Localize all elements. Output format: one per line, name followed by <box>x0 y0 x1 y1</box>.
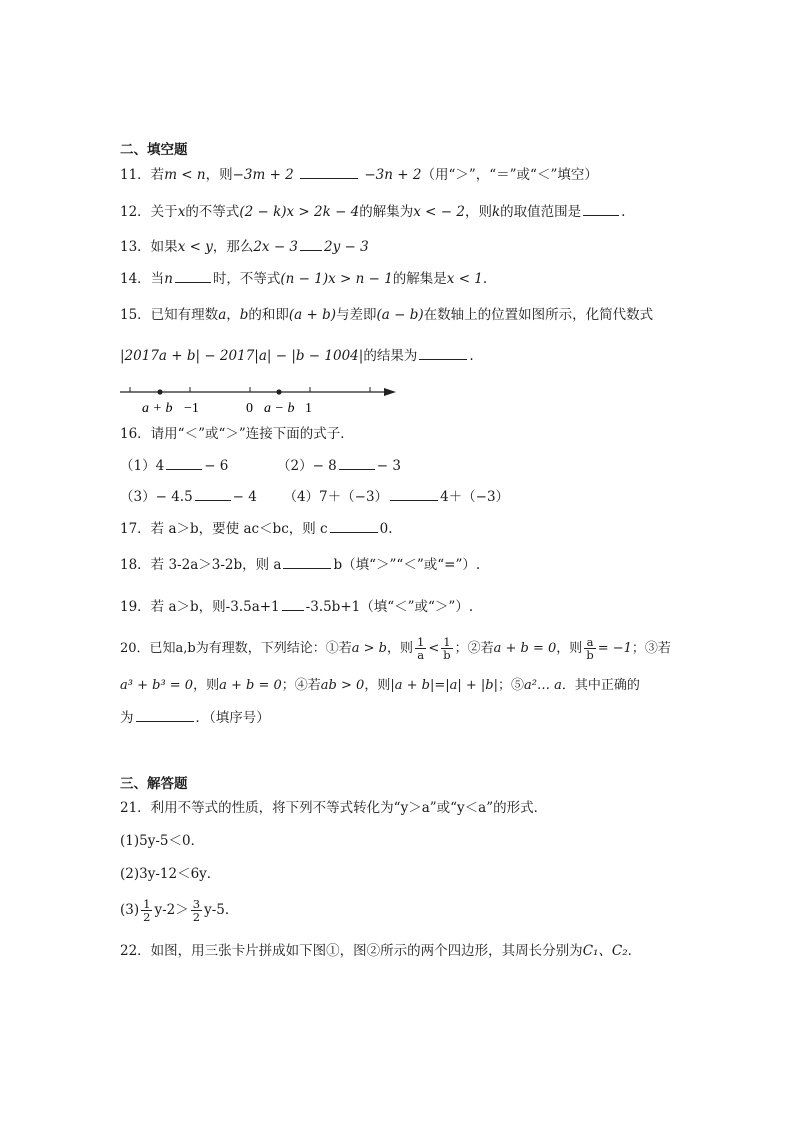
q14-math: x < 1 <box>446 271 483 287</box>
q16-text: （3）− 4.5 <box>120 489 193 505</box>
q12-text: 的不等式 <box>185 204 240 220</box>
q11-math: −3m + 2 <box>232 167 294 183</box>
q16-text: − 4 <box>232 489 257 505</box>
point-a-plus-b <box>157 389 162 394</box>
answer-blank[interactable] <box>166 455 202 470</box>
fraction: $\frac{1}{2}$ <box>143 897 151 924</box>
q20-text: 为 <box>120 710 134 726</box>
label-a-minus-b: a − b <box>264 401 295 416</box>
q13-math: 2x − 3 <box>253 239 299 255</box>
q20-math: a³ + b³ = 0 <box>120 678 194 693</box>
question-20-line-2 <box>120 676 640 696</box>
question-13 <box>120 236 369 257</box>
fraction: $\frac{a}{b}$ <box>586 635 594 662</box>
q20-text: ，则 <box>193 678 220 693</box>
q20-text: ．其中正确的 <box>561 678 640 693</box>
question-15 <box>120 305 653 325</box>
question-22 <box>120 941 641 961</box>
q12-text: 12．关于 <box>120 204 178 220</box>
fraction: $\frac{1}{b}$ <box>443 635 451 662</box>
q15-text: 的和即 <box>248 307 289 323</box>
question-20 <box>120 636 671 661</box>
q22-text: 22．如图，用三张卡片拼成如下图①，图②所示的两个四边形，其周长分别为 <box>120 943 583 959</box>
answer-blank[interactable] <box>300 164 358 179</box>
q15-math: (a − b) <box>376 307 424 323</box>
question-15-expression <box>120 345 474 366</box>
q15-text: 在数轴上的位置如图所示，化简代数式 <box>423 307 654 323</box>
q20-math: = −1 <box>597 641 632 656</box>
q22-math: C₁、C₂ <box>582 943 628 959</box>
q20-math: |a + b|=|a| + |b| <box>390 678 498 693</box>
question-20-line-3 <box>120 707 270 728</box>
q22-text: ． <box>627 943 642 959</box>
q13-text: ，那么 <box>212 239 254 255</box>
q20-text: ；④若 <box>281 678 321 693</box>
q20-text: 20．已知a,b为有理数，下列结论：①若 <box>120 641 352 656</box>
q16-text: − 3 <box>376 458 401 474</box>
q20-text: ，则 <box>556 641 583 656</box>
q14-math: (n − 1)x > n − 1 <box>280 271 393 287</box>
label-zero: 0 <box>246 401 253 416</box>
question-19 <box>120 596 473 617</box>
q21-text: y-2＞ <box>154 902 189 918</box>
q20-math: a > b <box>351 641 387 656</box>
q11-text: 11．若 <box>120 167 165 183</box>
q16-text: （4）7＋（−3） <box>283 489 389 505</box>
q14-text: 时，不等式 <box>212 271 281 287</box>
q14-math: n <box>164 271 173 287</box>
q16-text: 4＋（−3） <box>440 489 510 505</box>
q11-math: m < n <box>164 167 206 183</box>
question-18 <box>120 554 480 575</box>
q19-text: 19．若 a＞b，则-3.5a+1 <box>120 599 280 615</box>
q13-math: x < y <box>177 239 213 255</box>
point-a-minus-b <box>276 389 281 394</box>
q12-text: . <box>621 204 626 220</box>
q17-text: 17．若 a＞b，要使 ac＜bc，则 c <box>120 521 328 537</box>
q15-text: 与差即 <box>336 307 377 323</box>
label-a-plus-b: a + b <box>142 401 173 416</box>
q20-math: ab > 0 <box>320 678 365 693</box>
question-21-part-3 <box>120 898 238 923</box>
q20-text: ．（填序号） <box>195 710 270 726</box>
answer-blank[interactable] <box>300 236 322 251</box>
q14-text: 的解集是 <box>392 271 447 287</box>
question-16-row-2 <box>120 486 509 507</box>
q20-text: < <box>428 641 440 656</box>
q17-text: 0. <box>379 521 393 537</box>
q21-text: y-5． <box>204 902 239 918</box>
q14-text: 14．当 <box>120 271 165 287</box>
number-line-figure <box>112 380 402 420</box>
q14-text: . <box>482 271 488 287</box>
answer-blank[interactable] <box>390 486 438 501</box>
question-11 <box>120 164 598 185</box>
q16-text: （2）− 8 <box>276 458 337 474</box>
q20-text: ；⑤ <box>497 678 524 693</box>
q15-math: |2017a + b| − 2017|a| − |b − 1004| <box>120 348 364 364</box>
q12-math: (2 − k)x > 2k − 4 <box>239 204 360 220</box>
question-14 <box>120 268 487 289</box>
question-12 <box>120 201 625 222</box>
label-one: 1 <box>305 401 312 416</box>
q20-text: ；③若 <box>631 641 671 656</box>
answer-blank[interactable] <box>583 201 619 216</box>
q18-text: b（填“＞”“＜”或“=”）. <box>333 557 481 573</box>
q12-text: 的解集为 <box>359 204 414 220</box>
answer-blank[interactable] <box>195 486 231 501</box>
q21-text: (3) <box>120 902 140 918</box>
q20-math: a + b = 0 <box>219 678 282 693</box>
fraction: $\frac{1}{a}$ <box>417 635 425 662</box>
q12-text: ，则 <box>464 204 492 220</box>
q15-text: 的结果为 <box>363 348 418 364</box>
answer-blank[interactable] <box>339 455 375 470</box>
q20-math: a + b = 0 <box>493 641 557 656</box>
q11-text: ，则 <box>205 167 233 183</box>
q20-text: ，则 <box>364 678 391 693</box>
q15-math: (a + b) <box>288 307 337 323</box>
q11-math: −3n + 2 <box>364 167 422 183</box>
section-title-answer: 三、解答题 <box>120 776 188 792</box>
answer-blank[interactable] <box>330 518 378 533</box>
q13-math: 2y − 3 <box>324 239 369 255</box>
question-21: 21．利用不等式的性质，将下列不等式转化为“y＞a”或“y＜a”的形式． <box>120 800 548 816</box>
answer-blank[interactable] <box>419 345 467 360</box>
q15-math: a <box>218 307 227 323</box>
section-title-fill-in: 二、填空题 <box>120 142 188 158</box>
answer-blank[interactable] <box>283 554 331 569</box>
q16-text: （1）4 <box>120 458 165 474</box>
q16-text: − 6 <box>204 458 229 474</box>
q12-math: k <box>491 204 501 220</box>
answer-blank[interactable] <box>175 268 211 283</box>
q12-math: x < − 2 <box>413 204 465 220</box>
q15-text: . <box>469 348 474 364</box>
answer-blank[interactable] <box>136 707 194 722</box>
number-line-arrow <box>384 388 396 396</box>
q11-text: （用“＞”，“＝”或“＜”填空） <box>421 167 598 183</box>
question-21-part-2: (2)3y-12＜6y． <box>120 866 221 882</box>
q15-text: 15．已知有理数 <box>120 307 219 323</box>
answer-blank[interactable] <box>282 596 304 611</box>
q20-text: ；②若 <box>454 641 494 656</box>
q20-text: ，则 <box>386 641 413 656</box>
q15-text: ， <box>226 307 240 323</box>
q15-math: b <box>239 307 249 323</box>
question-21-part-1: (1)5y-5＜0． <box>120 833 205 849</box>
question-16-row-1 <box>120 455 401 476</box>
q20-math: a²… a <box>523 678 562 693</box>
q19-text: -3.5b+1（填“＜”或“＞”）. <box>305 599 474 615</box>
question-17 <box>120 518 393 539</box>
q12-text: 的取值范围是 <box>500 204 582 220</box>
label-minus-one: −1 <box>184 401 199 416</box>
q18-text: 18．若 3-2a＞3-2b，则 a <box>120 557 282 573</box>
q13-text: 13．如果 <box>120 239 178 255</box>
fraction: $\frac{3}{2}$ <box>192 897 201 924</box>
q12-math: x <box>177 204 186 220</box>
question-16: 16．请用“＜”或“＞”连接下面的式子． <box>120 426 354 442</box>
